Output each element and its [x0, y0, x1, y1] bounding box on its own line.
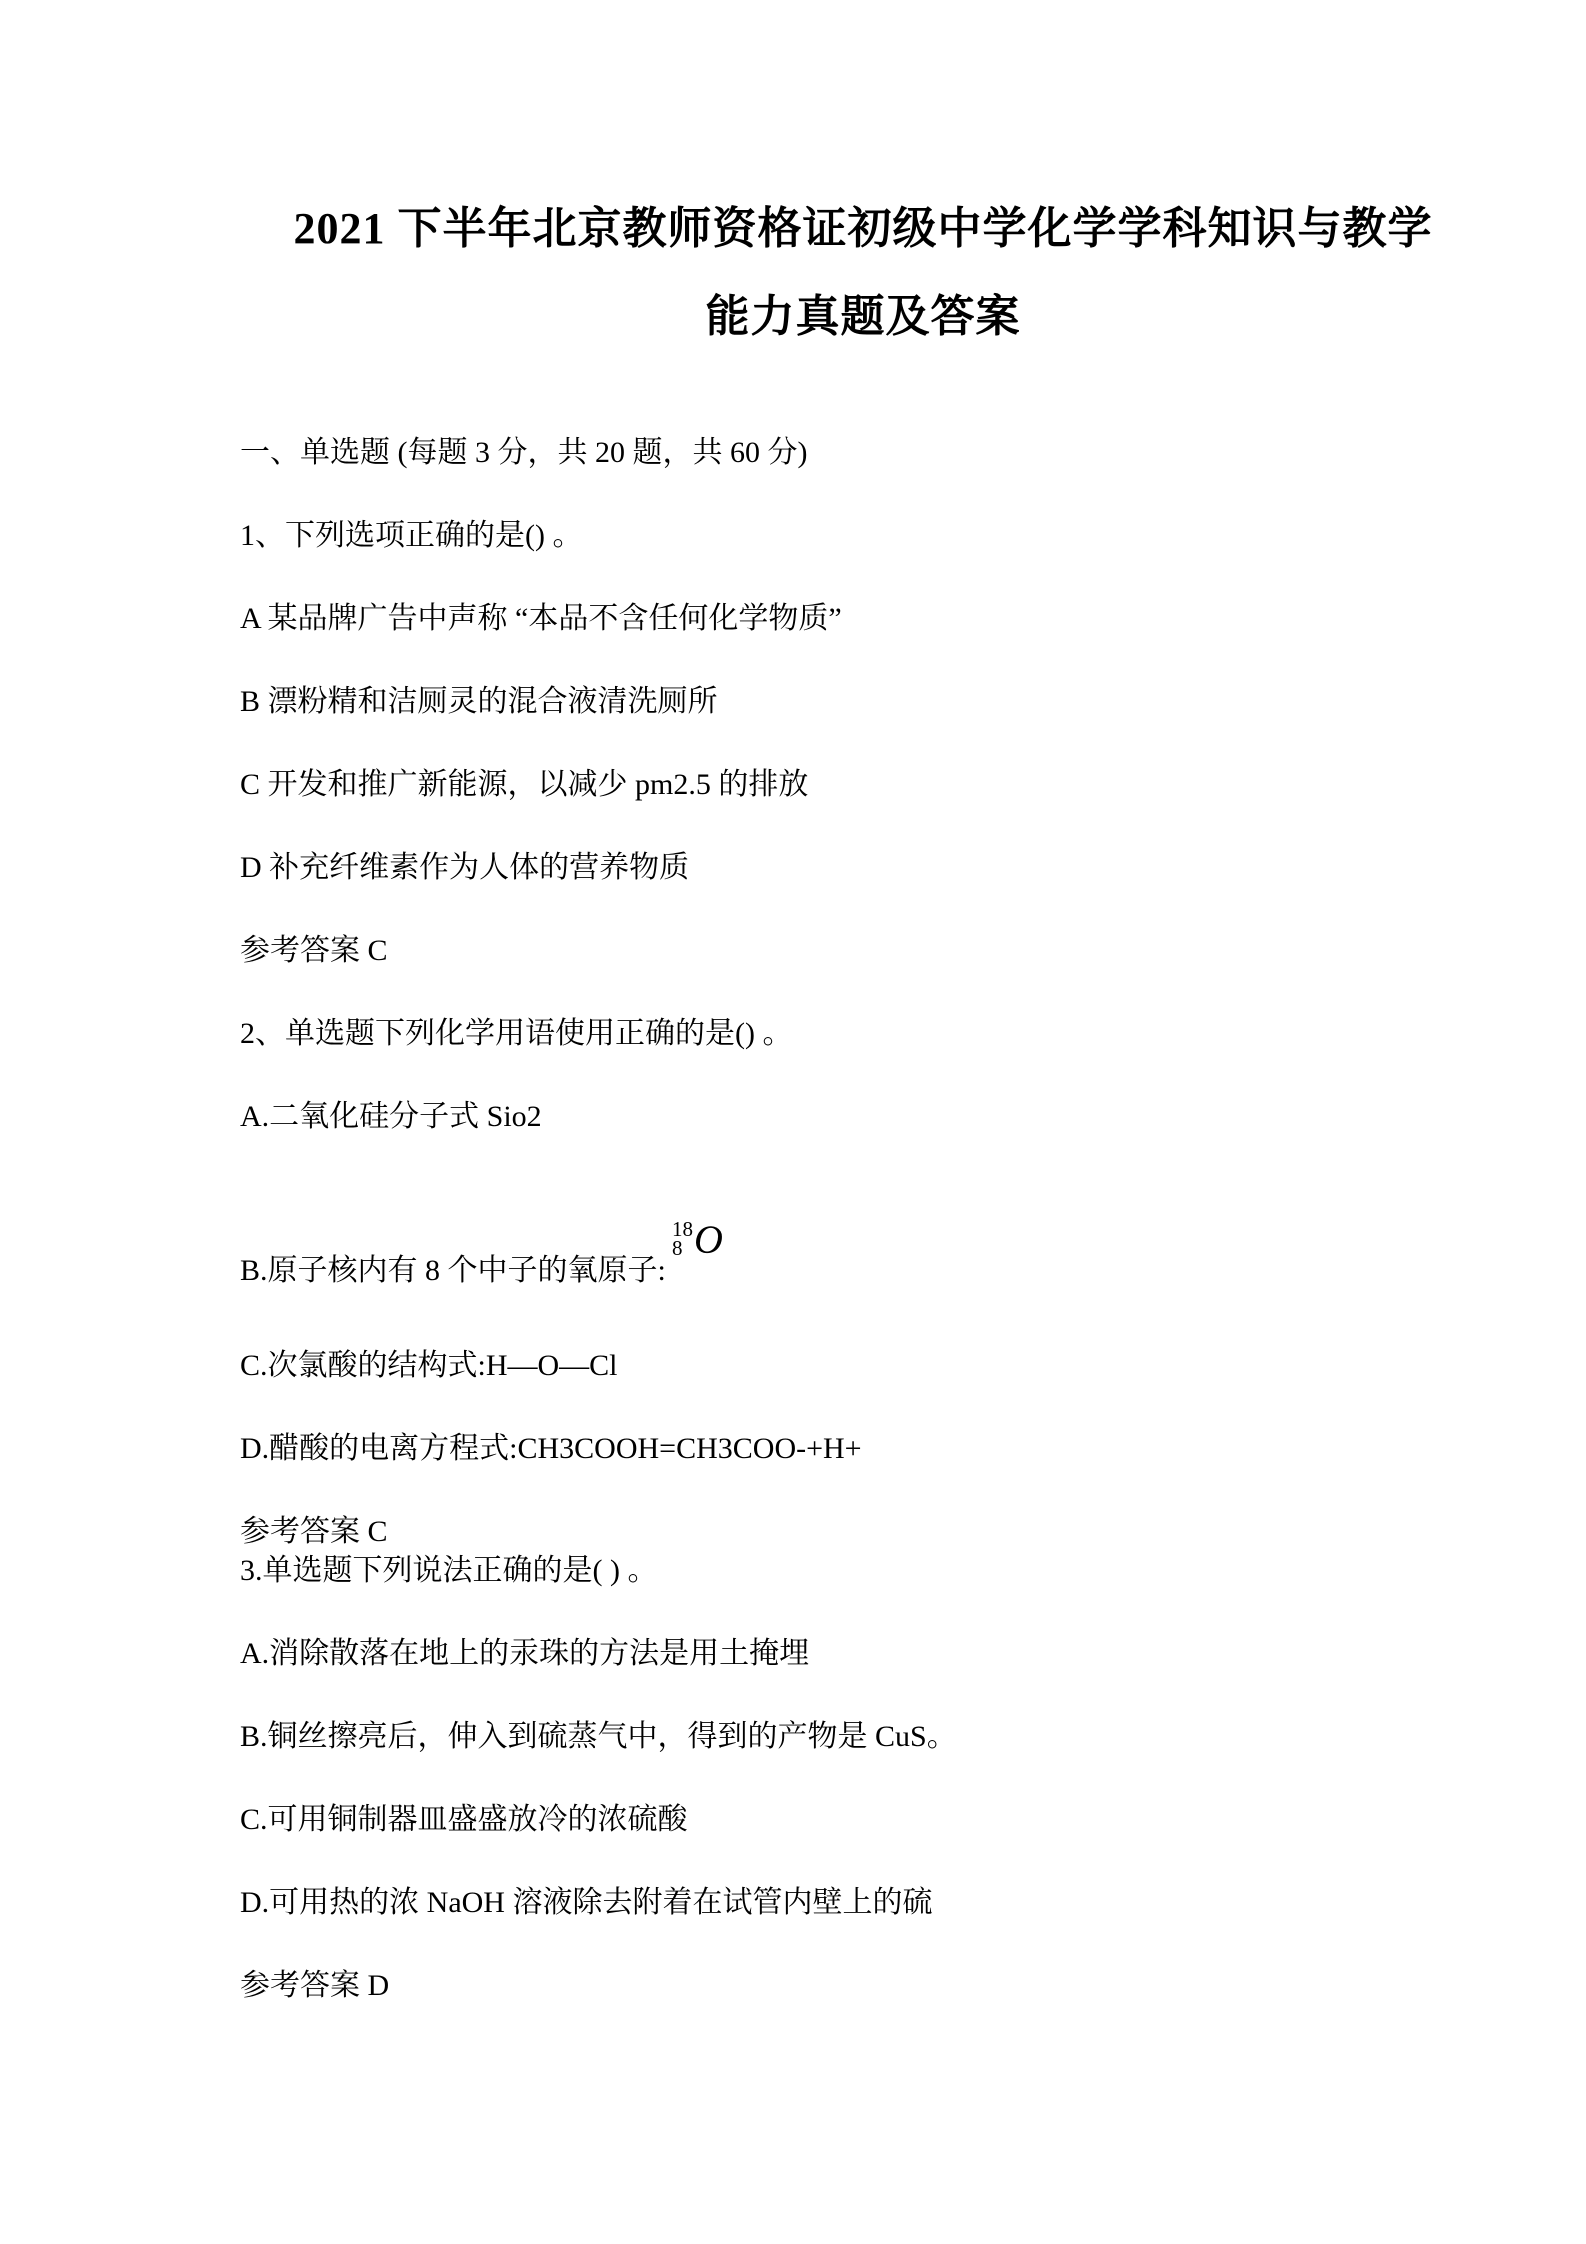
isotope-mass-number: 18 [672, 1217, 693, 1241]
question-1-option-d: D 补充纤维素作为人体的营养物质 [240, 851, 690, 884]
question-2-option-d: D.醋酸的电离方程式:CH3COOH=CH3COO-+H+ [240, 1432, 862, 1465]
title-line-1: 2021 下半年北京教师资格证初级中学化学学科知识与教学 [293, 204, 1433, 253]
question-3-option-b: B.铜丝擦亮后，伸入到硫蒸气中，得到的产物是 CuS。 [240, 1720, 957, 1753]
question-1-stem: 1、下列选项正确的是() 。 [240, 519, 583, 552]
question-2-option-a: A.二氧化硅分子式 Sio2 [240, 1100, 542, 1133]
question-3-answer: 参考答案 D [240, 1969, 390, 2002]
question-2-option-c: C.次氯酸的结构式:H—O—Cl [240, 1349, 618, 1382]
isotope-numbers [672, 1217, 693, 1260]
question-1-option-b: B 漂粉精和洁厕灵的混合液清洗厕所 [240, 685, 718, 718]
question-2-answer: 参考答案 C [240, 1515, 388, 1548]
isotope-atomic-number: 8 [672, 1236, 683, 1260]
question-3-option-c: C.可用铜制器皿盛盛放冷的浓硫酸 [240, 1803, 688, 1836]
question-1-answer: 参考答案 C [240, 934, 388, 967]
isotope-element-symbol: O [694, 1217, 723, 1262]
question-3-stem: 3.单选题下列说法正确的是( ) 。 [240, 1554, 658, 1587]
document-title [240, 0, 1486, 361]
question-2-option-b [240, 1217, 1486, 1287]
question-3-option-a: A.消除散落在地上的汞珠的方法是用土掩埋 [240, 1637, 810, 1670]
question-2-option-b-text: B.原子核内有 8 个中子的氧原子: [240, 1254, 666, 1287]
question-1-option-a: A 某品牌广告中声称 “本品不含任何化学物质” [240, 602, 842, 635]
question-2-stem: 2、单选题下列化学用语使用正确的是() 。 [240, 1017, 793, 1050]
title-line-2: 能力真题及答案 [705, 292, 1021, 341]
question-3-option-d: D.可用热的浓 NaOH 溶液除去附着在试管内壁上的硫 [240, 1886, 933, 1919]
section-heading: 一、单选题 (每题 3 分，共 20 题，共 60 分) [240, 436, 808, 469]
oxygen-isotope-formula [672, 1217, 723, 1262]
question-1-option-c: C 开发和推广新能源，以减少 pm2.5 的排放 [240, 768, 809, 801]
